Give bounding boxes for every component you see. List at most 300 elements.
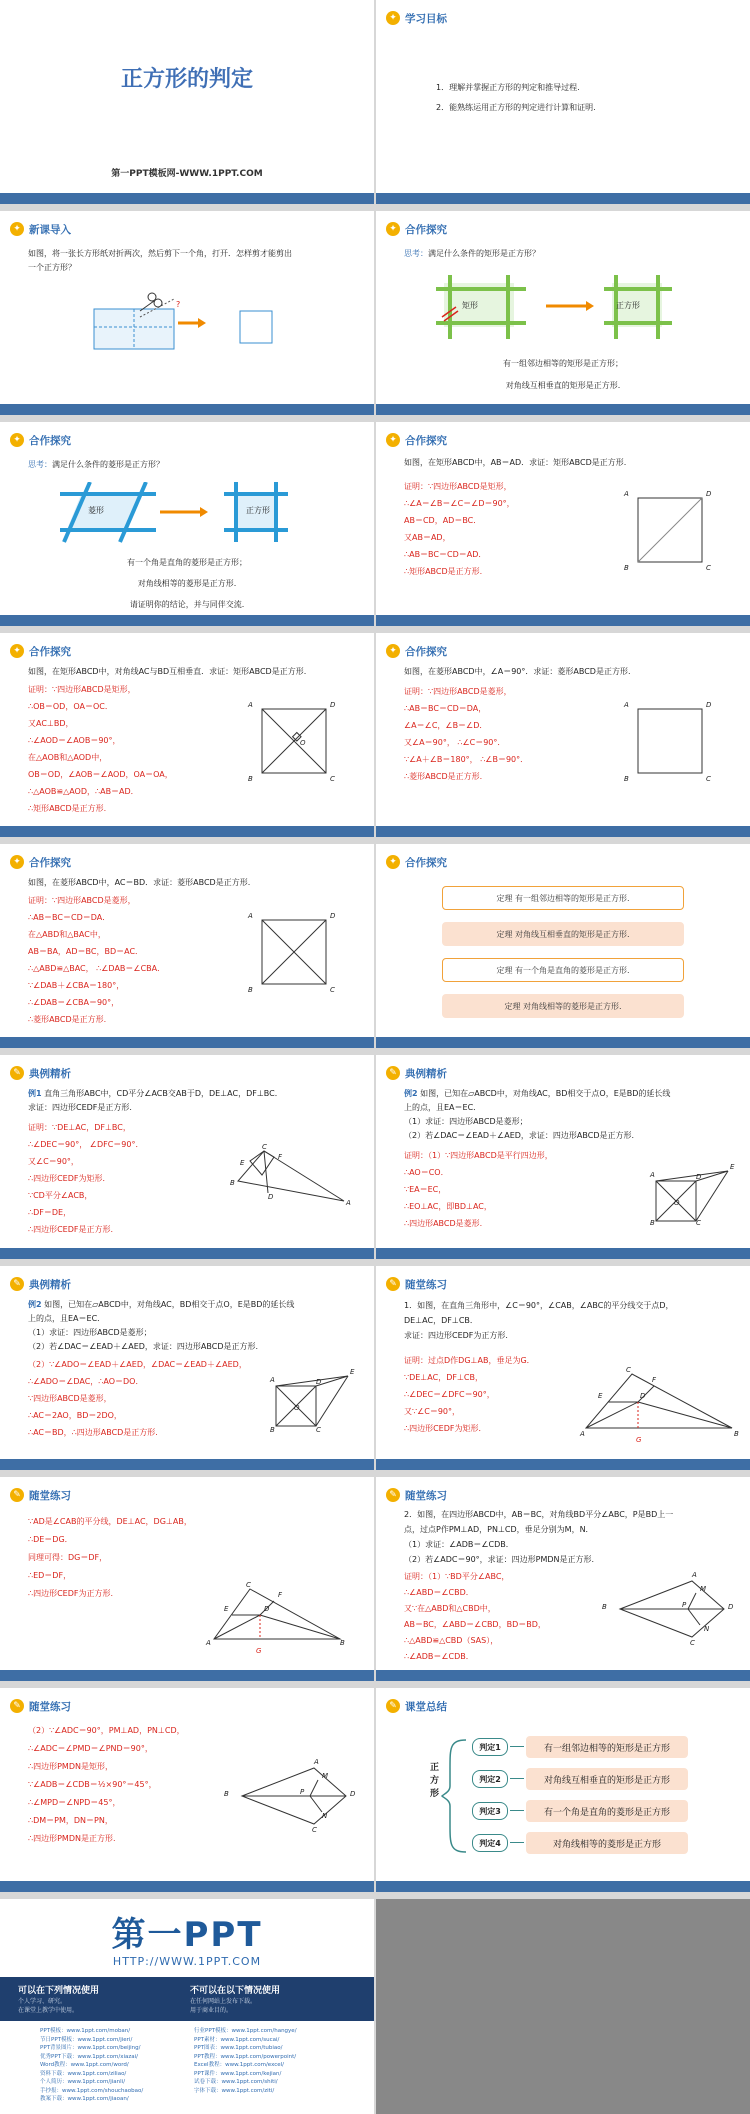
proof-block [28,1722,185,1848]
slide-heading: 合作探究 [29,645,71,658]
proof-block [404,1352,535,1437]
slide-goals [376,0,750,204]
links-right [194,2027,297,2095]
slide-heading: 随堂练习 [405,1489,447,1502]
slide-explore-rect [376,211,750,415]
proof-line: ∴∠AOD＝∠AOB＝90°， [28,736,121,745]
point-label: G [256,1647,262,1655]
slide-footer-bar [376,404,750,415]
point-label: F [652,1376,657,1384]
problem-text [404,1087,670,1143]
slide-heading: 典例精析 [29,1278,71,1291]
slide-header [10,432,71,448]
slide-heading: 典例精析 [405,1067,447,1080]
point-label: A [650,1171,655,1179]
proof-line: ∵CD平分∠ACB， [28,1191,93,1200]
text-line: 在课堂上教学中使用。 [18,2007,79,2014]
slide-footer-bar [376,1670,750,1681]
slide-proof-rect-adjacent [376,422,750,626]
rhombus-label: 菱形 [88,506,104,515]
pencil-icon: ✎ [386,1277,400,1291]
site-label: 第一PPT模板网-WWW.1PPT.COM [111,169,263,179]
link[interactable]: 节日PPT模板：www.1ppt.com/jieri/ [40,2036,133,2043]
point-label: O [300,739,306,747]
slide-proof-rect-diag [0,633,374,837]
proof-line: ∴AO＝CO． [404,1168,449,1177]
bulb-icon: ✦ [386,433,400,447]
proof-line: ∴∠DAB＝∠CBA＝90°， [28,998,120,1007]
slide-footer-bar [376,1248,750,1259]
slide-heading: 合作探究 [405,223,447,236]
point-label: D [330,701,336,709]
proof-line: 证明：∵DE⊥AC，DF⊥BC， [28,1123,131,1132]
example-label: 例2 [28,1300,42,1309]
proof-line: ∴AB＝BC＝CD＝DA， [404,704,487,713]
point-label: E [350,1368,355,1376]
slide-practice-2a [376,1477,750,1681]
triangle-figure [234,1141,354,1211]
point-label: B [230,1179,235,1187]
connector [510,1842,524,1843]
point-label: C [690,1639,695,1647]
proof-line: 又AC⊥BD， [28,719,74,728]
point-label: E [224,1605,229,1613]
slide-proof-rhombus-angle [376,633,750,837]
slide-footer-bar [0,1459,374,1470]
problem-text: 如图，在菱形ABCD中，AC＝BD．求证：菱形ABCD是正方形. [28,878,251,887]
slide-heading: 合作探究 [29,856,71,869]
text-line: 对角线相等的菱形是正方形. [137,579,237,588]
site-url[interactable]: HTTP://WWW.1PPT.COM [112,1955,262,1968]
proof-line: ∴∠A＝∠B＝∠C＝∠D＝90°， [404,499,515,508]
summary-tag: 判定2 [472,1770,508,1788]
text-line: 求证：四边形CEDF是正方形. [28,1103,132,1112]
point-label: M [322,1772,329,1780]
proof-block [404,478,515,580]
slide-heading: 典例精析 [29,1067,71,1080]
point-label: A [346,1199,351,1207]
text-line: 对角线互相垂直的矩形是正方形. [505,381,621,390]
slide-example-2a [376,1055,750,1259]
slide-example-2b [0,1266,374,1470]
summary-center: 正方形 [430,1763,440,1799]
bulb-icon: ✦ [386,11,400,25]
point-label: B [270,1426,275,1434]
empty-cell [376,1899,750,2114]
slide-heading: 合作探究 [405,434,447,447]
slide-header [10,1487,71,1503]
slide-title [0,0,374,204]
point-label: G [636,1436,642,1444]
proof-line: ∴菱形ABCD是正方形. [28,1015,107,1024]
point-label: E [730,1163,735,1171]
link[interactable]: Word教程：www.1ppt.com/word/ [40,2062,129,2068]
proof-line: ∠A＝∠C，∠B＝∠D． [404,721,488,730]
slide-header [386,10,447,26]
example-label: 例1 [28,1089,42,1098]
slide-header [10,221,71,237]
point-label: M [700,1585,707,1593]
proof-line: 证明：（1）∵四边形ABCD是平行四边形， [404,1151,553,1160]
parallelogram-figure [266,1372,356,1432]
parallelogram-figure [646,1167,736,1227]
text-line: 个人学习、研究。 [18,1998,67,2005]
slide-header [386,432,447,448]
proof-line: ∴AC＝2AO，BD＝2DO， [28,1411,122,1420]
proof-block [28,1119,143,1238]
text-line: 一个正方形？ [28,263,76,272]
link[interactable]: PPT图表：www.1ppt.com/tubiao/ [194,2045,283,2051]
link[interactable]: PPT背景图片：www.1ppt.com/beijing/ [40,2045,141,2051]
magnifier-icon: ✎ [10,1277,24,1291]
proof-line: ∴四边形CEDF为矩形． [28,1174,111,1183]
slide-footer-bar [0,615,374,626]
slide-footer-bar [0,193,374,204]
problem-text: 如图，在矩形ABCD中，对角线AC与BD互相垂直．求证：矩形ABCD是正方形. [28,667,307,676]
slide-heading: 随堂练习 [29,1700,71,1713]
slide-footer-bar [376,826,750,837]
paper-cut-figure [90,287,290,367]
slide-heading: 课堂总结 [405,1700,447,1713]
proof-line: ∴AC＝BD，∴四边形ABCD是正方形. [28,1428,158,1437]
point-label: A [624,490,629,498]
point-label: C [246,1581,251,1589]
proof-line: ∴DF＝DE， [28,1208,72,1217]
proof-line: ∴∠ADC＝∠PMD＝∠PND＝90°， [28,1744,153,1753]
text-line: 直角三角形ABC中，CD平分∠ACB交AB于D，DE⊥AC，DF⊥BC． [44,1089,283,1098]
proof-line: ∴∠MPD＝∠NPD＝45°， [28,1798,121,1807]
proof-line: 证明：∵四边形ABCD是矩形， [404,482,512,491]
question-label: 思考： [404,249,428,258]
summary-text: 对角线互相垂直的矩形是正方形 [526,1768,688,1790]
problem-text: 如图，在菱形ABCD中，∠A＝90°．求证：菱形ABCD是正方形. [404,667,631,676]
proof-line: ∵AD是∠CAB的平分线，DE⊥AC，DG⊥AB， [28,1517,192,1526]
slide-footer-bar [0,404,374,415]
text-line: 有一个角是直角的菱形是正方形； [127,558,247,567]
text-line: 1．如图，在直角三角形中，∠C＝90°，∠CAB，∠ABC的平分线交于点D， [404,1301,674,1310]
slide-heading: 合作探究 [405,645,447,658]
text-line: DE⊥AC，DF⊥CB． [404,1316,478,1325]
point-label: A [270,1376,275,1384]
links-left [40,2027,143,2104]
cannot-list [190,1997,256,2015]
slide-footer-bar [0,1881,374,1892]
proof-line: 又∵在△ABD和△CBD中， [404,1604,496,1613]
slide-heading: 学习目标 [405,12,447,25]
can-title: 可以在下列情况使用 [18,1986,100,1996]
point-label: B [650,1219,655,1227]
slide-practice-2b [0,1688,374,1892]
logo: 第一PPT [111,1915,263,1955]
slide-theorems [376,844,750,1048]
summary-tag: 判定4 [472,1834,508,1852]
problem-text [404,1507,673,1567]
point-label: D [264,1605,270,1613]
point-label: N [704,1625,710,1633]
slide-proof-rhombus-diag [0,844,374,1048]
text-line: 有一组邻边相等的矩形是正方形； [503,359,623,368]
proof-line: ∴△AOB≌△AOD，∴AB＝AD． [28,787,139,796]
text-line: 在任何网站上发布下载。 [190,1998,257,2005]
proof-line: ∴∠ABD＝∠CBD． [404,1588,474,1597]
quadrilateral-figure [612,1573,732,1643]
slide-intro [0,211,374,415]
proof-block [404,683,528,785]
rect-label: 矩形 [462,301,478,310]
text-line: （2）若∠ADC＝90°，求证：四边形PMDN是正方形. [404,1555,595,1564]
link[interactable]: 优秀PPT下载：www.1ppt.com/xiazai/ [40,2053,139,2060]
proof-line: ∴四边形CEDF是正方形. [28,1225,114,1234]
pencil-icon: ✎ [386,1699,400,1713]
slide-header [386,1487,447,1503]
link[interactable]: 教案下载：www.1ppt.com/jiaoan/ [40,2096,129,2102]
proof-line: ∵EA＝EC， [404,1185,447,1194]
can-list [18,1997,78,2015]
summary-brace [440,1728,470,1868]
point-label: A [248,912,253,920]
point-label: A [314,1758,319,1766]
proof-line: ∵DE⊥AC，DF⊥CB， [404,1373,483,1382]
text-line: 如图，将一张长方形纸对折两次，然后剪下一个角，打开．怎样剪才能剪出 [28,249,292,258]
text-line: 求证：四边形CEDF为正方形. [404,1331,508,1340]
link[interactable]: PPT教程：www.1ppt.com/powerpoint/ [194,2053,297,2060]
slide-header [10,1698,71,1714]
usage-banner [0,1977,374,2021]
slide-practice-1b [0,1477,374,1681]
proof-line: 证明：过点D作DG⊥AB，垂足为G． [404,1356,535,1365]
goal-item: 1．理解并掌握正方形的判定和推导过程. [436,83,580,92]
point-label: C [706,564,711,572]
slide-footer-bar [376,1881,750,1892]
point-label: C [626,1366,631,1374]
problem-text [28,1087,283,1115]
question-text: 满足什么条件的矩形是正方形？ [428,249,540,258]
slide-example-1 [0,1055,374,1259]
conclusion-text [0,552,374,615]
point-label: E [598,1392,603,1400]
proof-line: ∵四边形ABCD是菱形， [28,1394,112,1403]
bulb-icon: ✦ [386,644,400,658]
slide-footer-bar [376,1459,750,1470]
point-label: D [728,1603,734,1611]
proof-line: ∴四边形CEDF为矩形． [404,1424,487,1433]
proof-line: ∴△ABD≌△CBD（SAS）， [404,1636,499,1645]
slide-header [386,1698,447,1714]
proof-line: AB＝CD，AD＝BC． [404,516,482,525]
proof-line: 证明：（1）∵BD平分∠ABC， [404,1572,510,1581]
summary-tag: 判定1 [472,1738,508,1756]
slide-header [10,1065,71,1081]
proof-block [28,1513,192,1603]
point-label: F [278,1591,283,1599]
proof-line: ∴△ABD≌△BAC， ∴∠DAB＝∠CBA． [28,964,166,973]
point-label: D [696,1173,702,1181]
proof-line: ∴AB＝BC＝CD＝AD． [404,550,487,559]
proof-line: ∴四边形CEDF为正方形. [28,1589,114,1598]
point-label: D [350,1790,356,1798]
point-label: O [294,1404,300,1412]
summary-text: 有一个角是直角的菱形是正方形 [526,1800,688,1822]
theorem-box: 定理 对角线互相垂直的矩形是正方形. [442,922,684,946]
slide-explore-rhombus [0,422,374,626]
point-label: D [640,1392,646,1400]
proof-line: ∴AB＝BC＝CD＝DA． [28,913,111,922]
example-label: 例2 [404,1089,418,1098]
point-label: N [322,1812,328,1820]
slide-header [10,854,71,870]
square-label: 正方形 [616,301,640,310]
slide-header [386,1276,447,1292]
slide-header [10,1276,71,1292]
point-label: P [300,1788,305,1796]
proof-line: 又AB＝AD， [404,533,451,542]
text-line: （1）求证：∠ADB＝∠CDB． [404,1540,514,1549]
point-label: B [602,1603,607,1611]
point-label: B [340,1639,345,1647]
proof-block [404,1569,546,1665]
slide-header [386,1065,447,1081]
proof-line: AB＝BC，∠ABD＝∠CBD，BD＝BD， [404,1620,546,1629]
point-label: A [624,701,629,709]
intro-text [28,247,292,275]
link[interactable]: 字体下载：www.1ppt.com/ziti/ [194,2087,275,2094]
connector [510,1746,524,1747]
square-label: 正方形 [246,506,270,515]
bulb-icon: ✦ [10,855,24,869]
pencil-icon: ✎ [10,1699,24,1713]
point-label: A [692,1571,697,1579]
proof-line: ∴DE＝DG． [28,1535,73,1544]
text-line: 点，过点P作PM⊥AD，PN⊥CD，垂足分别为M，N． [404,1525,594,1534]
triangle-figure [582,1366,742,1446]
link[interactable]: 手抄报：www.1ppt.com/shouchaobao/ [40,2087,144,2094]
conclusion-text [376,353,750,397]
proof-block [28,892,165,1028]
proof-line: ∴∠DEC＝90°， ∠DFC＝90°． [28,1140,144,1149]
proof-block [28,1356,247,1441]
proof-block [404,1147,553,1232]
slide-heading: 随堂练习 [29,1489,71,1502]
proof-line: ∴∠DEC＝∠DFC＝90°， [404,1390,495,1399]
svg-text:?: ? [176,300,181,309]
square-figure [632,492,708,568]
slide-heading: 随堂练习 [405,1278,447,1291]
theorem-box: 定理 有一个角是直角的菱形是正方形. [442,958,684,982]
proof-line: 同理可得：DG＝DF， [28,1553,108,1562]
point-label: B [248,775,253,783]
pencil-icon: ✎ [10,1488,24,1502]
point-label: A [580,1430,585,1438]
bulb-icon: ✦ [386,855,400,869]
proof-line: AB＝BA，AD＝BC，BD＝AC． [28,947,144,956]
proof-line: ∴菱形ABCD是正方形. [404,772,483,781]
point-label: D [706,701,712,709]
slide-heading: 合作探究 [29,434,71,447]
text-line: 上的点，且EA＝EC． [28,1314,106,1323]
link[interactable]: 资料下载：www.1ppt.com/ziliao/ [40,2070,127,2077]
link[interactable]: 个人简历：www.1ppt.com/jianli/ [40,2079,126,2085]
slide-footer-bar [376,193,750,204]
square-figure [632,703,708,779]
text-line: 用于商业目的。 [190,2007,233,2014]
question [28,458,164,472]
proof-line: ∴四边形ABCD是菱形. [404,1219,483,1228]
point-label: D [268,1193,274,1201]
connector [510,1778,524,1779]
link[interactable]: Excel教程：www.1ppt.com/excel/ [194,2062,285,2068]
proof-line: ∴矩形ABCD是正方形. [404,567,483,576]
cannot-title: 不可以在以下情况使用 [190,1986,281,1996]
text-line: （1）求证：四边形ABCD是菱形； [404,1117,528,1126]
proof-line: ∴四边形PMDN是正方形. [28,1834,116,1843]
square-figure [256,914,332,990]
problem-text [404,1298,673,1343]
link[interactable]: 试卷下载：www.1ppt.com/shiti/ [194,2079,278,2085]
square-figure [256,703,332,779]
slide-header [386,643,447,659]
link[interactable]: PPT课件：www.1ppt.com/kejian/ [194,2070,282,2077]
slide-heading: 合作探究 [405,856,447,869]
connector [510,1810,524,1811]
link[interactable]: PPT素材：www.1ppt.com/sucai/ [194,2036,280,2043]
point-label: C [262,1143,267,1151]
point-label: C [696,1219,701,1227]
link[interactable]: 行业PPT模板：www.1ppt.com/hangye/ [194,2028,297,2034]
slide-summary [376,1688,750,1892]
proof-line: 又∠C＝90°， [28,1157,79,1166]
summary-text: 对角线相等的菱形是正方形 [526,1832,688,1854]
goal-list [436,78,596,118]
point-label: D [330,912,336,920]
point-label: C [316,1426,321,1434]
proof-line: ∵∠ADB＝∠CDB＝½×90°＝45°， [28,1780,157,1789]
proof-line: 又∠A＝90°， ∴∠C＝90°． [404,738,506,747]
proof-line: 又∵∠C＝90°， [404,1407,461,1416]
question-label: 思考： [28,460,52,469]
summary-tag: 判定3 [472,1802,508,1820]
point-label: A [248,701,253,709]
point-label: P [682,1601,687,1609]
proof-line: ∴ED＝DF， [28,1571,72,1580]
point-label: B [624,775,629,783]
slide-heading: 新课导入 [29,223,71,236]
proof-line: ∴∠ADB＝∠CDB． [404,1652,474,1661]
theorem-box: 定理 对角线相等的菱形是正方形. [442,994,684,1018]
proof-line: 在△AOB和△AOD中， [28,753,108,762]
slide-footer-bar [0,1037,374,1048]
link[interactable]: PPT模板：www.1ppt.com/moban/ [40,2028,131,2034]
point-label: B [224,1790,229,1798]
point-label: E [240,1159,245,1167]
point-label: C [706,775,711,783]
point-label: O [674,1199,680,1207]
proof-line: （2）∵∠ADO＝∠EAD＋∠AED，∠DAC＝∠EAD＋∠AED， [28,1360,247,1369]
proof-line: （2）∵∠ADC＝90°，PM⊥AD，PN⊥CD， [28,1726,185,1735]
question [404,247,540,261]
proof-line: ∴OB＝OD，OA＝OC． [28,702,113,711]
slide-header [10,643,71,659]
proof-block [28,681,173,817]
bulb-icon: ✦ [10,644,24,658]
point-label: B [624,564,629,572]
text-line: 如图，已知在▱ABCD中，对角线AC，BD相交于点O，E是BD的延长线 [44,1300,295,1309]
point-label: D [706,490,712,498]
point-label: B [248,986,253,994]
text-line: （2）若∠DAC＝∠EAD＋∠AED，求证：四边形ABCD是正方形. [28,1342,259,1351]
proof-line: ∴∠ADO＝∠DAC，∴AO＝DO． [28,1377,144,1386]
point-label: B [734,1430,739,1438]
proof-line: 证明：∵四边形ABCD是菱形， [28,896,136,905]
